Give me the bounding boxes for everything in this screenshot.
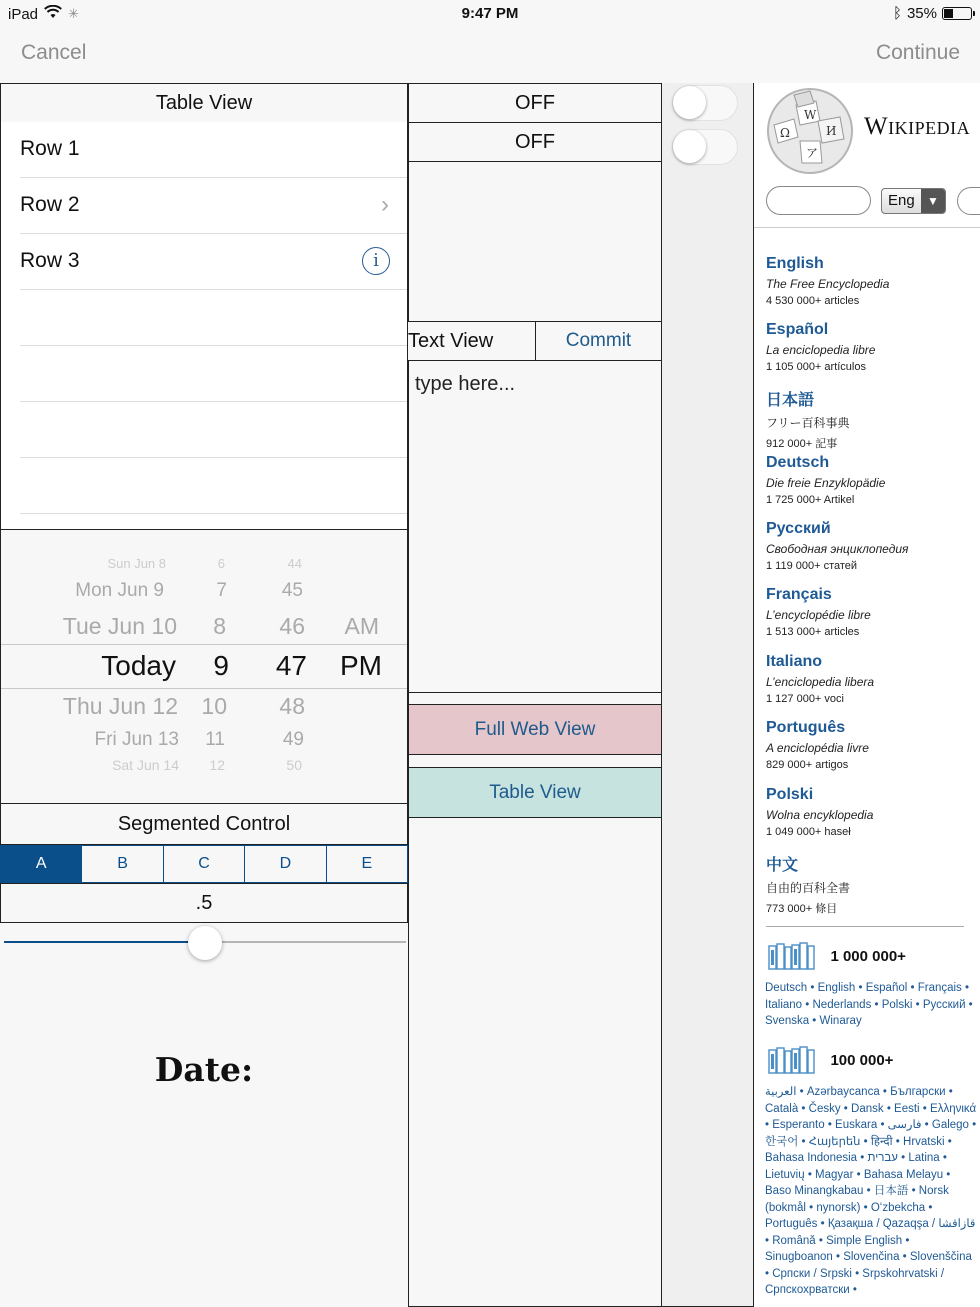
wiki-language-link[interactable]: Deutsch xyxy=(766,454,830,471)
switch-2-state: OFF xyxy=(408,122,662,162)
picker-row: Thu Jun 12 10 48 xyxy=(62,693,305,719)
blank-area xyxy=(408,818,662,1307)
wiki-language-desc: La enciclopedia libre xyxy=(766,343,876,357)
wiki-language-desc: L’encyclopédie libre xyxy=(766,608,871,622)
wiki-language-links[interactable]: Deutsch • English • Español • Français • Italiano • Nederlands • Polski • Русский • Svenska • Winaray xyxy=(765,982,973,1027)
divider xyxy=(754,227,980,228)
wikipedia-wordmark: Wikipedia xyxy=(864,113,971,140)
wiki-language-entry xyxy=(766,387,976,451)
text-view-input[interactable]: type here... xyxy=(408,361,662,693)
wiki-language-desc: 自由的百科全書 xyxy=(766,881,851,895)
wiki-language-select[interactable] xyxy=(881,188,946,214)
wiki-search-input[interactable] xyxy=(766,186,871,215)
switch-column xyxy=(662,83,754,1307)
wiki-language-count: 1 513 000+ articles xyxy=(766,626,860,638)
spacer xyxy=(408,693,662,704)
date-label: Date: xyxy=(154,1050,254,1089)
picker-row: Sun Jun 8 6 44 xyxy=(107,556,302,571)
wiki-language-link[interactable]: Italiano xyxy=(766,653,823,670)
wiki-language-desc: フリー百科事典 xyxy=(766,416,850,430)
segment-e[interactable]: E xyxy=(326,846,407,882)
wiki-language-link[interactable]: Polski xyxy=(766,786,814,803)
spacer xyxy=(408,755,662,767)
info-icon[interactable]: i xyxy=(362,247,390,275)
continue-button[interactable]: Continue xyxy=(875,41,960,64)
wiki-language-entry xyxy=(766,786,976,838)
slider-value-label: .5 xyxy=(0,883,408,923)
wiki-language-desc: Свободная энциклопедия xyxy=(766,542,909,556)
wiki-language-entry xyxy=(766,586,976,638)
svg-text:Ω: Ω xyxy=(780,126,790,140)
wiki-language-count: 912 000+ 記事 xyxy=(766,438,838,450)
chevron-down-icon: ▼ xyxy=(921,189,945,213)
picker-selected-row: Today 9 47 PM xyxy=(101,650,382,681)
table-row-empty xyxy=(20,458,407,514)
row-label: Row 3 xyxy=(20,249,80,272)
cancel-button[interactable]: Cancel xyxy=(21,41,87,64)
svg-text:W: W xyxy=(804,108,817,122)
picker-row: Tue Jun 10 8 46 AM xyxy=(62,613,379,639)
wiki-language-desc: L’enciclopedia libera xyxy=(766,675,875,689)
wiki-search-button[interactable] xyxy=(957,187,980,215)
status-time: 9:47 PM xyxy=(461,5,519,22)
table-row[interactable] xyxy=(20,178,407,234)
commit-button[interactable]: Commit xyxy=(535,321,662,361)
wiki-language-entry xyxy=(766,653,976,705)
wiki-language-link[interactable]: 日本語 xyxy=(766,392,815,409)
picker-row: Sat Jun 14 12 50 xyxy=(112,757,302,773)
segment-a[interactable]: A xyxy=(1,846,81,882)
wiki-language-entry xyxy=(766,520,976,572)
date-picker[interactable] xyxy=(0,530,408,804)
segment-d[interactable]: D xyxy=(244,846,325,882)
svg-text:И: И xyxy=(826,124,837,138)
wiki-language-links[interactable]: العربية • Azərbaycanca • Български • Català • Česky • Dansk • Eesti • Ελληνικά • Esperanto • Euskara • فارسی • Galego • 한국어 • Հայերեն • हिन्दी • Hrvatski • Bahasa Indonesia • עברית • Latina • Lietuvių • Magyar • Bahasa Melayu • Baso Minangkabau • 日本語 • Norsk (bokmål • nynorsk) • Oʻzbekcha • Português • Қазақша / Qazaqşa / قازاقشا • Română • Simple English • Sinugboanon • Slovenčina • Slovenščina • Српски / Srpski • Srpskohrvatski / Српскохрватски • xyxy=(765,1086,977,1296)
slider-track-empty xyxy=(204,941,406,943)
wikipedia-globe-logo xyxy=(764,85,856,175)
table-row[interactable] xyxy=(20,122,407,178)
wiki-language-entry xyxy=(766,719,976,771)
wiki-language-desc: A enciclopédia livre xyxy=(766,741,869,755)
svg-text:ア: ア xyxy=(806,146,819,160)
activity-spinner-icon: ✳ xyxy=(68,6,79,21)
wiki-language-value: Eng xyxy=(888,192,915,209)
wiki-language-count: 1 119 000+ статей xyxy=(766,560,858,572)
wiki-language-entry xyxy=(766,255,976,307)
web-view xyxy=(754,83,980,1307)
bluetooth-icon: ᛒ xyxy=(892,5,902,22)
books-icon xyxy=(768,942,820,970)
switch-knob xyxy=(673,86,706,119)
navigation-bar xyxy=(0,28,980,82)
wiki-language-count: 1 127 000+ voci xyxy=(766,693,844,705)
wiki-language-entry xyxy=(766,454,976,506)
picker-row: Mon Jun 9 7 45 xyxy=(75,580,303,601)
wiki-language-desc: Die freie Enzyklopädie xyxy=(766,476,886,490)
wiki-language-count: 1 105 000+ artículos xyxy=(766,361,866,373)
toggle-switch-2[interactable] xyxy=(672,129,738,165)
table-row-empty xyxy=(20,290,407,346)
text-view-label: Text View xyxy=(408,321,536,361)
chevron-right-icon: › xyxy=(381,191,389,218)
row-label: Row 1 xyxy=(20,137,80,160)
status-bar xyxy=(0,0,980,28)
books-icon xyxy=(768,1046,820,1074)
wiki-language-link[interactable]: Русский xyxy=(766,520,831,537)
wiki-language-link[interactable]: Português xyxy=(766,719,846,736)
table-row-empty xyxy=(20,346,407,402)
blank-area xyxy=(408,162,662,322)
wiki-language-count: 1 725 000+ Artikel xyxy=(766,494,855,506)
wiki-language-desc: Wolna encyklopedia xyxy=(766,808,874,822)
slider-track-filled xyxy=(4,941,204,943)
device-name: iPad xyxy=(8,5,39,23)
segment-c[interactable]: C xyxy=(163,846,244,882)
segmented-control-label: Segmented Control xyxy=(0,803,408,845)
wiki-tier-title: 100 000+ xyxy=(830,1051,894,1069)
switch-knob xyxy=(673,130,706,163)
wiki-language-desc: The Free Encyclopedia xyxy=(766,277,890,291)
wiki-tier-heading xyxy=(768,1046,893,1076)
wiki-language-count: 4 530 000+ articles xyxy=(766,295,860,307)
table-view-button[interactable]: Table View xyxy=(408,767,662,818)
table-row[interactable] xyxy=(20,234,407,290)
table-view xyxy=(0,122,408,530)
picker-row: Fri Jun 13 11 49 xyxy=(94,729,304,750)
wiki-language-link[interactable]: Français xyxy=(766,586,832,603)
battery-icon xyxy=(942,7,972,20)
segmented-control xyxy=(0,845,408,883)
wiki-language-count: 773 000+ 條目 xyxy=(766,903,838,915)
picker-selection-line xyxy=(1,688,408,689)
table-view-header: Table View xyxy=(0,83,408,123)
wiki-language-entry xyxy=(766,852,976,916)
wiki-language-entry xyxy=(766,321,976,373)
row-label: Row 2 xyxy=(20,193,80,216)
segment-b[interactable]: B xyxy=(81,846,162,882)
slider-thumb[interactable] xyxy=(188,926,222,960)
switch-1-state: OFF xyxy=(408,83,662,123)
wiki-language-link[interactable]: Español xyxy=(766,321,829,338)
divider xyxy=(766,926,964,927)
table-row-empty xyxy=(20,402,407,458)
picker-selection-line xyxy=(1,644,408,645)
wiki-tier-title: 1 000 000+ xyxy=(830,947,906,965)
wiki-language-link[interactable]: English xyxy=(766,255,824,272)
full-web-view-button[interactable]: Full Web View xyxy=(408,704,662,755)
battery-percent: 35% xyxy=(906,5,937,22)
wiki-language-count: 1 049 000+ haseł xyxy=(766,826,851,838)
wiki-language-count: 829 000+ artigos xyxy=(766,759,849,771)
wiki-language-link[interactable]: 中文 xyxy=(766,857,799,874)
wiki-tier-heading xyxy=(768,942,906,972)
toggle-switch-1[interactable] xyxy=(672,85,738,121)
slider[interactable] xyxy=(4,926,406,958)
